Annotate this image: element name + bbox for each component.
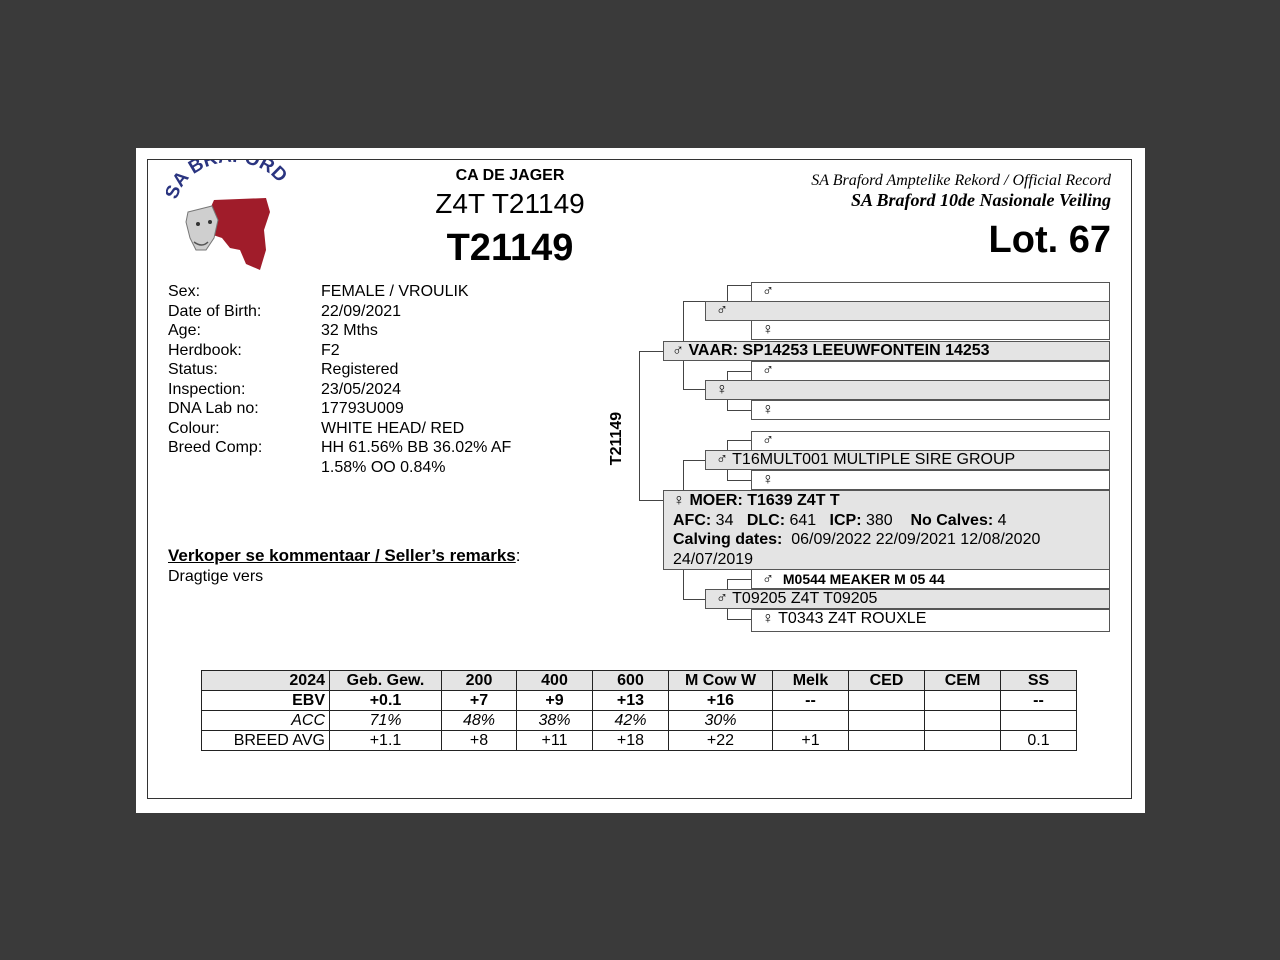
detail-value: FEMALE / VROULIK	[321, 283, 469, 300]
table-cell: 42%	[593, 711, 669, 731]
table-cell: 48%	[442, 711, 517, 731]
table-cell: --	[1001, 691, 1077, 711]
table-cell: 38%	[517, 711, 593, 731]
detail-value: 23/05/2024	[321, 380, 402, 398]
ebv-table	[201, 670, 1077, 751]
dlc-label: DLC:	[746, 511, 786, 529]
icp-value: 380	[865, 511, 893, 529]
table-header: Melk	[773, 671, 849, 691]
table-row	[202, 731, 1077, 751]
calving-dates: 06/09/2022 22/09/2021 12/08/2020	[791, 531, 1041, 548]
detail-label: Colour:	[168, 419, 220, 437]
table-header: SS	[1001, 671, 1077, 691]
male-symbol: ♂	[762, 571, 774, 588]
table-cell: 71%	[330, 711, 442, 731]
calving-label: Calving dates:	[673, 531, 783, 548]
pedigree-sire-dam: ♀	[705, 380, 1110, 400]
table-cell	[773, 711, 849, 731]
table-cell: +1.1	[330, 731, 442, 751]
table-header: Geb. Gew.	[330, 671, 442, 691]
table-cell: +16	[669, 691, 773, 711]
pedigree-dam	[663, 490, 1110, 570]
pedigree-sire-sire-sire: ♂	[751, 282, 1110, 302]
svg-text:SA BRAFORD: A B RD	[168, 160, 292, 192]
tattoo-line: Z4T T21149	[435, 188, 585, 219]
afc-label: AFC:	[673, 511, 712, 529]
detail-value-cont: 1.58% OO 0.84%	[321, 458, 446, 476]
pedigree-sire-dam-sire: ♂	[751, 361, 1110, 381]
table-cell: +22	[669, 731, 773, 751]
table-header-row	[202, 671, 1077, 691]
dam-title: ♀ MOER: T1639 Z4T T	[673, 492, 840, 509]
detail-value: F2	[321, 341, 340, 359]
pedigree-dam-dam: ♂ T09205 Z4T T09205	[705, 589, 1110, 609]
detail-label: Inspection:	[168, 380, 246, 398]
lot-number: Lot. 67	[988, 219, 1111, 261]
dlc-value: 641	[789, 511, 817, 529]
table-cell: +0.1	[330, 691, 442, 711]
detail-label: Breed Comp:	[168, 439, 263, 456]
pedigree-dam-sire: ♂ T16MULT001 MULTIPLE SIRE GROUP	[705, 450, 1110, 470]
table-header: 2024	[202, 671, 330, 691]
calving-dates-line	[673, 530, 1109, 550]
table-cell: +1	[773, 731, 849, 751]
table-row	[202, 711, 1077, 731]
dam-stats	[673, 511, 1109, 531]
detail-label: Age:	[168, 322, 201, 339]
calves-label: No Calves:	[910, 511, 994, 529]
table-cell	[925, 691, 1001, 711]
remarks-text: Dragtige vers	[168, 568, 264, 585]
detail-value: Registered	[321, 361, 399, 378]
calving-dates-cont: 24/07/2019	[673, 550, 754, 568]
table-header: 400	[517, 671, 593, 691]
breeder-name: CA DE JAGER	[455, 167, 565, 184]
table-header: 600	[593, 671, 669, 691]
pedigree-dam-sire-dam: ♀	[751, 470, 1110, 490]
dam-dam-sire-name: M0544 MEAKER M 05 44	[782, 571, 945, 587]
table-cell	[925, 711, 1001, 731]
table-cell	[1001, 711, 1077, 731]
table-cell: 30%	[669, 711, 773, 731]
table-cell: +18	[593, 731, 669, 751]
pedigree-vertical-label: T21149	[608, 411, 626, 466]
table-cell: --	[773, 691, 849, 711]
calves-value: 4	[997, 511, 1007, 529]
record-card	[136, 148, 1145, 813]
record-line-1: SA Braford Amptelike Rekord / Official Record	[811, 172, 1111, 189]
table-cell: +7	[442, 691, 517, 711]
table-header: CED	[849, 671, 925, 691]
detail-label: Date of Birth:	[168, 302, 262, 320]
pedigree-dam-sire-sire: ♂	[751, 431, 1110, 451]
table-cell	[925, 731, 1001, 751]
detail-value: 32 Mths	[321, 322, 378, 339]
afc-value: 34	[715, 511, 734, 529]
detail-value: 22/09/2021	[321, 302, 402, 320]
table-cell: +11	[517, 731, 593, 751]
table-cell: +9	[517, 691, 593, 711]
pedigree-sire: ♂ VAAR: SP14253 LEEUWFONTEIN 14253	[663, 341, 1110, 361]
pedigree-dam-dam-sire	[751, 569, 1110, 589]
detail-label: DNA Lab no:	[168, 400, 259, 417]
table-cell: EBV	[202, 691, 330, 711]
record-line-2: SA Braford 10de Nasionale Veiling	[850, 190, 1111, 210]
table-cell	[849, 691, 925, 711]
detail-label: Sex:	[168, 283, 201, 300]
table-header: M Cow W	[669, 671, 773, 691]
remarks-heading-text: Verkoper se kommentaar / Seller’s remarks	[168, 546, 516, 565]
table-cell: +8	[442, 731, 517, 751]
table-cell	[849, 731, 925, 751]
pedigree-sire-dam-dam: ♀	[751, 400, 1110, 420]
remarks-colon: :	[515, 546, 521, 565]
icp-label: ICP:	[829, 511, 862, 529]
pedigree-dam-dam-dam: ♀ T0343 Z4T ROUXLE	[751, 609, 1110, 632]
detail-value: HH 61.56% BB 36.02% AF	[321, 439, 512, 456]
pedigree-sire-sire-dam: ♀	[751, 320, 1110, 340]
table-header: CEM	[925, 671, 1001, 691]
table-cell: +13	[593, 691, 669, 711]
table-row	[202, 691, 1077, 711]
detail-value: WHITE HEAD/ RED	[321, 419, 465, 437]
detail-value: 17793U009	[321, 400, 404, 417]
pedigree-sire-sire: ♂	[705, 301, 1110, 321]
table-header: 200	[442, 671, 517, 691]
table-cell: BREED AVG	[202, 731, 330, 751]
table-cell	[849, 711, 925, 731]
detail-label: Status:	[168, 361, 218, 378]
table-cell: 0.1	[1001, 731, 1077, 751]
table-cell: ACC	[202, 711, 330, 731]
detail-label: Herdbook:	[168, 341, 242, 359]
animal-id: T21149	[446, 227, 574, 269]
